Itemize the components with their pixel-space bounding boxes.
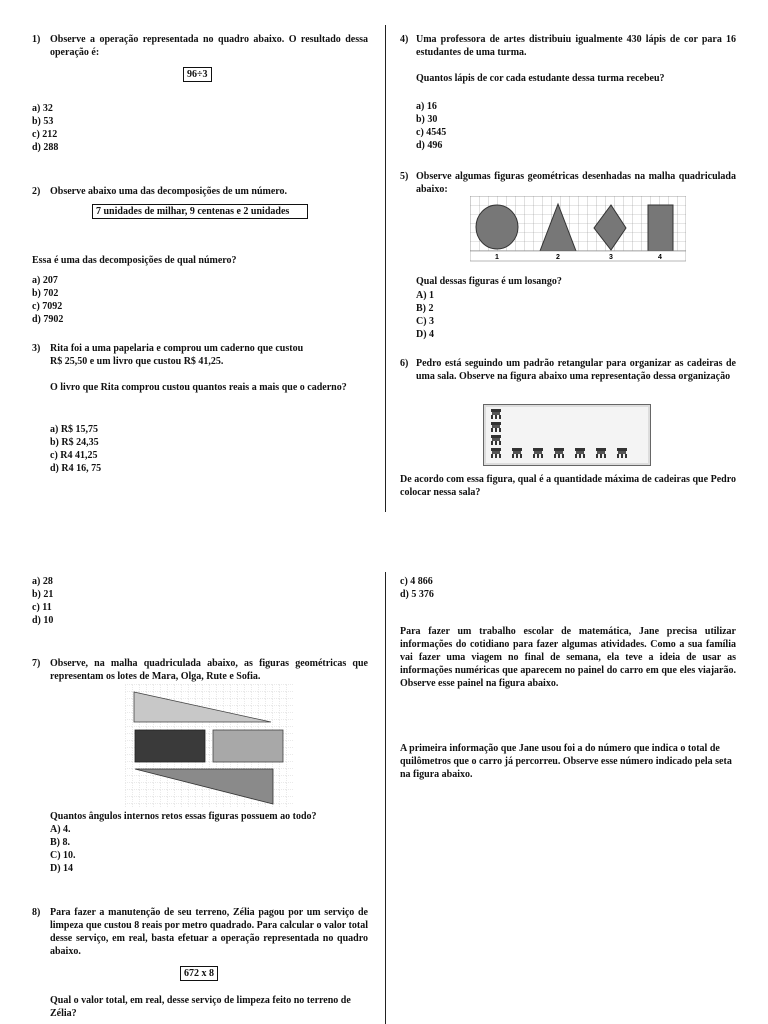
- option-b[interactable]: B) 8.: [50, 837, 70, 848]
- jane-paragraph-1: Para fazer um trabalho escolar de matemática, Jane precisa utilizar informações do cotidiano para fazer algumas atividades. Como a sua família vai fazer uma viagem no final de semana, ela teve a ideia de usar as informações numéricas que aparecem no painel do carro em que eles viajarão. Observe esse painel na figura abaixo.: [400, 626, 736, 689]
- decomposition-box: 7 unidades de milhar, 9 centenas e 2 unidades: [92, 204, 308, 219]
- option-d[interactable]: d) 10: [32, 615, 54, 626]
- option-c[interactable]: c) 11: [32, 602, 52, 613]
- option-a[interactable]: a) 207: [32, 275, 58, 286]
- question-prompt: O livro que Rita comprou custou quantos reais a mais que o caderno?: [50, 382, 347, 393]
- q8-options-list: [400, 575, 434, 601]
- shape-label-2: 2: [556, 254, 560, 261]
- question-prompt: Essa é uma das decomposições de qual número?: [32, 255, 237, 266]
- option-a[interactable]: a) 28: [32, 576, 53, 587]
- question-number: 5): [400, 171, 409, 182]
- option-b[interactable]: b) 702: [32, 288, 59, 299]
- option-c[interactable]: C) 10.: [50, 850, 76, 861]
- option-b[interactable]: B) 2: [416, 303, 434, 314]
- option-c[interactable]: c) R4 41,25: [50, 450, 98, 461]
- shape-label-3: 3: [609, 254, 613, 261]
- chairs-arrangement-figure: [483, 404, 651, 466]
- question-3: [32, 342, 368, 394]
- question-number: 2): [32, 186, 41, 197]
- options-list: [416, 289, 434, 341]
- question-text: Pedro está seguindo um padrão retangular para organizar as cadeiras de uma sala. Observe na figura abaixo uma representação dessa organização: [416, 358, 736, 382]
- column-divider-bottom: [385, 572, 386, 1024]
- question-prompt: Qual dessas figuras é um losango?: [416, 276, 562, 287]
- question-number: 7): [32, 658, 41, 669]
- question-5: [400, 170, 736, 196]
- chair-icon: [490, 409, 500, 419]
- column-divider-top: [385, 25, 386, 512]
- option-a[interactable]: a) R$ 15,75: [50, 424, 99, 435]
- chair-icon: [574, 448, 584, 458]
- option-b[interactable]: b) 30: [416, 114, 438, 125]
- option-c[interactable]: C) 3: [416, 316, 435, 327]
- option-a[interactable]: a) 32: [32, 103, 53, 114]
- shape-4-rectangle: [648, 205, 673, 251]
- question-text: Observe abaixo uma das decomposições de um número.: [50, 186, 288, 197]
- option-d[interactable]: d) 5 376: [400, 589, 434, 600]
- q6-options-list: [32, 575, 53, 627]
- question-text: Observe, na malha quadriculada abaixo, as figuras geométricas que representam os lotes de Mara, Olga, Rute e Sofia.: [50, 658, 368, 682]
- option-d[interactable]: D) 14: [50, 863, 74, 874]
- question-8: [32, 906, 368, 958]
- options-list: [50, 823, 76, 875]
- option-a[interactable]: A) 1: [416, 290, 435, 301]
- question-number: 4): [400, 34, 409, 45]
- lot-rectangle-light: [213, 730, 283, 762]
- operation-box: 96÷3: [183, 67, 212, 82]
- question-number: 6): [400, 358, 409, 369]
- operation-box: 672 x 8: [180, 966, 218, 981]
- options-list: [32, 274, 63, 326]
- option-a[interactable]: A) 4.: [50, 824, 71, 835]
- chair-icon: [616, 448, 626, 458]
- question-number: 3): [32, 343, 41, 354]
- option-a[interactable]: a) 16: [416, 101, 437, 112]
- option-d[interactable]: d) 496: [416, 140, 443, 151]
- option-c[interactable]: c) 212: [32, 129, 58, 140]
- shape-label-4: 4: [658, 254, 662, 261]
- option-d[interactable]: d) R4 16, 75: [50, 463, 102, 474]
- lot-rectangle-dark: [135, 730, 205, 762]
- option-d[interactable]: d) 288: [32, 142, 59, 153]
- question-text: Observe algumas figuras geométricas desenhadas na malha quadriculada abaixo:: [416, 171, 736, 195]
- lots-grid-figure: [125, 684, 293, 808]
- options-list: [50, 423, 101, 475]
- chair-icon: [490, 422, 500, 432]
- option-c[interactable]: c) 7092: [32, 301, 63, 312]
- option-d[interactable]: D) 4: [416, 329, 435, 340]
- question-prompt: Quantos ângulos internos retos essas figuras possuem ao todo?: [50, 811, 317, 822]
- question-prompt: De acordo com essa figura, qual é a quantidade máxima de cadeiras que Pedro colocar nessa sala?: [400, 474, 736, 498]
- question-text: Uma professora de artes distribuiu igualmente 430 lápis de cor para 16 estudantes de uma turma.: [416, 34, 736, 58]
- question-prompt: Qual o valor total, em real, desse serviço de limpeza feito no terreno de Zélia?: [50, 995, 351, 1019]
- shape-label-1: 1: [495, 254, 499, 261]
- question-text: Para fazer a manutenção de seu terreno, Zélia pagou por um serviço de limpeza que custou 8 reais por metro quadrado. Para calcular o valor total desse serviço, em real, basta efetuar a operação representada no quadro abaixo.: [50, 907, 368, 957]
- chair-icon: [490, 448, 500, 458]
- question-2: [32, 185, 368, 198]
- jane-paragraph-2: A primeira informação que Jane usou foi a do número que indica o total de quilômetros que o carro já percorreu. Observe esse número indicado pela seta na figura abaixo.: [400, 743, 732, 780]
- question-text-line1: Rita foi a uma papelaria e comprou um caderno que custou: [50, 343, 304, 354]
- chair-icon: [532, 448, 542, 458]
- chair-icon: [511, 448, 521, 458]
- shapes-grid-figure: [470, 196, 686, 262]
- question-number: 8): [32, 907, 41, 918]
- chair-icon: [553, 448, 563, 458]
- options-list: [32, 102, 58, 154]
- question-6: [400, 357, 736, 383]
- chair-icon: [595, 448, 605, 458]
- question-number: 1): [32, 34, 41, 45]
- option-d[interactable]: d) 7902: [32, 314, 64, 325]
- question-1: [32, 33, 368, 59]
- chair-icon: [490, 435, 500, 445]
- option-b[interactable]: b) R$ 24,35: [50, 437, 99, 448]
- question-text: Observe a operação representada no quadro abaixo. O resultado dessa operação é:: [50, 34, 368, 58]
- options-list: [416, 100, 446, 152]
- question-4: [400, 33, 736, 85]
- shape-1-circle: [476, 205, 518, 249]
- question-prompt: Quantos lápis de cor cada estudante dessa turma recebeu?: [416, 73, 665, 84]
- option-c[interactable]: c) 4 866: [400, 576, 433, 587]
- question-7: [32, 657, 368, 683]
- question-text-line2: R$ 25,50 e um livro que custou R$ 41,25.: [50, 356, 224, 367]
- option-c[interactable]: c) 4545: [416, 127, 447, 138]
- option-b[interactable]: b) 53: [32, 116, 54, 127]
- option-b[interactable]: b) 21: [32, 589, 54, 600]
